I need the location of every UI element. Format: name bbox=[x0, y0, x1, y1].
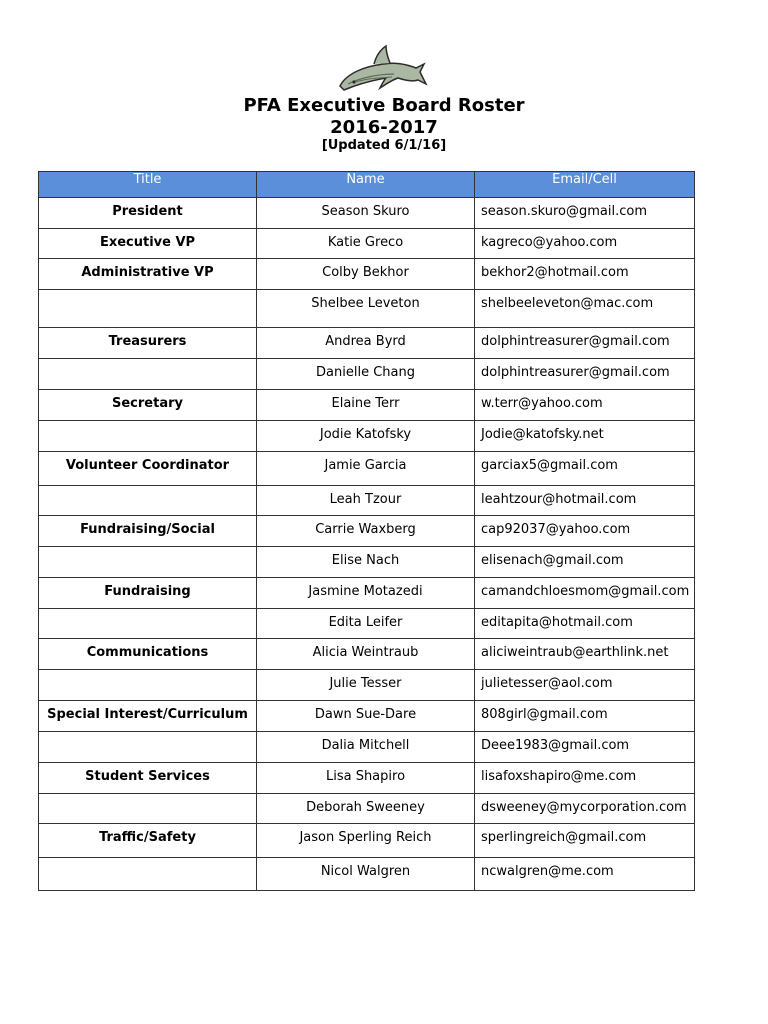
role-cell: Treasurers bbox=[39, 328, 257, 359]
column-header-email: Email/Cell bbox=[475, 172, 695, 198]
email-cell[interactable]: aliciweintraub@earthlink.net bbox=[475, 639, 695, 670]
name-cell: Dalia Mitchell bbox=[257, 732, 475, 763]
email-cell[interactable]: kagreco@yahoo.com bbox=[475, 229, 695, 259]
role-cell: Communications bbox=[39, 639, 257, 670]
name-cell: Carrie Waxberg bbox=[257, 516, 475, 547]
column-header-title: Title bbox=[39, 172, 257, 198]
table-row bbox=[39, 639, 695, 670]
table-header-row bbox=[39, 172, 695, 198]
name-cell: Jamie Garcia bbox=[257, 452, 475, 486]
table-row bbox=[39, 486, 695, 516]
updated-date: [Updated 6/1/16] bbox=[321, 138, 447, 153]
name-cell: Elaine Terr bbox=[257, 390, 475, 421]
name-cell: Elise Nach bbox=[257, 547, 475, 578]
table-row bbox=[39, 670, 695, 701]
email-cell[interactable]: lisafoxshapiro@me.com bbox=[475, 763, 695, 794]
role-cell bbox=[39, 609, 257, 639]
dolphin-icon bbox=[334, 44, 430, 94]
name-cell: Deborah Sweeney bbox=[257, 794, 475, 824]
table-row bbox=[39, 609, 695, 639]
email-cell[interactable]: leahtzour@hotmail.com bbox=[475, 486, 695, 516]
table-row bbox=[39, 359, 695, 390]
email-cell[interactable]: bekhor2@hotmail.com bbox=[475, 259, 695, 290]
page-title: PFA Executive Board Roster bbox=[243, 95, 525, 116]
name-cell: Lisa Shapiro bbox=[257, 763, 475, 794]
table-row bbox=[39, 328, 695, 359]
table-row bbox=[39, 390, 695, 421]
email-cell[interactable]: Deee1983@gmail.com bbox=[475, 732, 695, 763]
name-cell: Jasmine Motazedi bbox=[257, 578, 475, 609]
email-cell[interactable]: shelbeeleveton@mac.com bbox=[475, 290, 695, 328]
email-cell[interactable]: Jodie@katofsky.net bbox=[475, 421, 695, 452]
role-cell: Secretary bbox=[39, 390, 257, 421]
email-cell[interactable]: editapita@hotmail.com bbox=[475, 609, 695, 639]
role-cell: Executive VP bbox=[39, 229, 257, 259]
role-cell bbox=[39, 421, 257, 452]
table-row bbox=[39, 516, 695, 547]
column-header-name: Name bbox=[257, 172, 475, 198]
name-cell: Katie Greco bbox=[257, 229, 475, 259]
email-cell[interactable]: ncwalgren@me.com bbox=[475, 858, 695, 891]
email-cell[interactable]: dsweeney@mycorporation.com bbox=[475, 794, 695, 824]
role-cell bbox=[39, 670, 257, 701]
role-cell: Volunteer Coordinator bbox=[39, 452, 257, 486]
table-row bbox=[39, 452, 695, 486]
role-cell bbox=[39, 794, 257, 824]
table-row bbox=[39, 547, 695, 578]
table-row bbox=[39, 858, 695, 891]
role-cell: Special Interest/Curriculum bbox=[39, 701, 257, 732]
role-cell bbox=[39, 547, 257, 578]
email-cell[interactable]: elisenach@gmail.com bbox=[475, 547, 695, 578]
email-cell[interactable]: camandchloesmom@gmail.com bbox=[475, 578, 695, 609]
table-row bbox=[39, 824, 695, 858]
page-year: 2016-2017 bbox=[330, 117, 438, 138]
role-cell bbox=[39, 290, 257, 328]
table-row bbox=[39, 421, 695, 452]
name-cell: Jason Sperling Reich bbox=[257, 824, 475, 858]
name-cell: Shelbee Leveton bbox=[257, 290, 475, 328]
role-cell: Student Services bbox=[39, 763, 257, 794]
name-cell: Dawn Sue-Dare bbox=[257, 701, 475, 732]
name-cell: Danielle Chang bbox=[257, 359, 475, 390]
role-cell bbox=[39, 858, 257, 891]
name-cell: Andrea Byrd bbox=[257, 328, 475, 359]
table-row bbox=[39, 794, 695, 824]
role-cell: Fundraising bbox=[39, 578, 257, 609]
table-row bbox=[39, 198, 695, 229]
name-cell: Alicia Weintraub bbox=[257, 639, 475, 670]
role-cell bbox=[39, 732, 257, 763]
email-cell[interactable]: garciax5@gmail.com bbox=[475, 452, 695, 486]
table-row bbox=[39, 290, 695, 328]
role-cell bbox=[39, 359, 257, 390]
role-cell: Administrative VP bbox=[39, 259, 257, 290]
role-cell bbox=[39, 486, 257, 516]
email-cell[interactable]: season.skuro@gmail.com bbox=[475, 198, 695, 229]
table-row bbox=[39, 229, 695, 259]
table-row bbox=[39, 259, 695, 290]
name-cell: Julie Tesser bbox=[257, 670, 475, 701]
table-row bbox=[39, 701, 695, 732]
name-cell: Leah Tzour bbox=[257, 486, 475, 516]
email-cell[interactable]: sperlingreich@gmail.com bbox=[475, 824, 695, 858]
roster-table bbox=[38, 171, 695, 891]
name-cell: Nicol Walgren bbox=[257, 858, 475, 891]
name-cell: Season Skuro bbox=[257, 198, 475, 229]
role-cell: President bbox=[39, 198, 257, 229]
name-cell: Edita Leifer bbox=[257, 609, 475, 639]
role-cell: Traffic/Safety bbox=[39, 824, 257, 858]
table-row bbox=[39, 732, 695, 763]
email-cell[interactable]: dolphintreasurer@gmail.com bbox=[475, 328, 695, 359]
table-row bbox=[39, 578, 695, 609]
email-cell[interactable]: 808girl@gmail.com bbox=[475, 701, 695, 732]
role-cell: Fundraising/Social bbox=[39, 516, 257, 547]
name-cell: Colby Bekhor bbox=[257, 259, 475, 290]
table-row bbox=[39, 763, 695, 794]
email-cell[interactable]: w.terr@yahoo.com bbox=[475, 390, 695, 421]
email-cell[interactable]: cap92037@yahoo.com bbox=[475, 516, 695, 547]
email-cell[interactable]: dolphintreasurer@gmail.com bbox=[475, 359, 695, 390]
name-cell: Jodie Katofsky bbox=[257, 421, 475, 452]
email-cell[interactable]: julietesser@aol.com bbox=[475, 670, 695, 701]
